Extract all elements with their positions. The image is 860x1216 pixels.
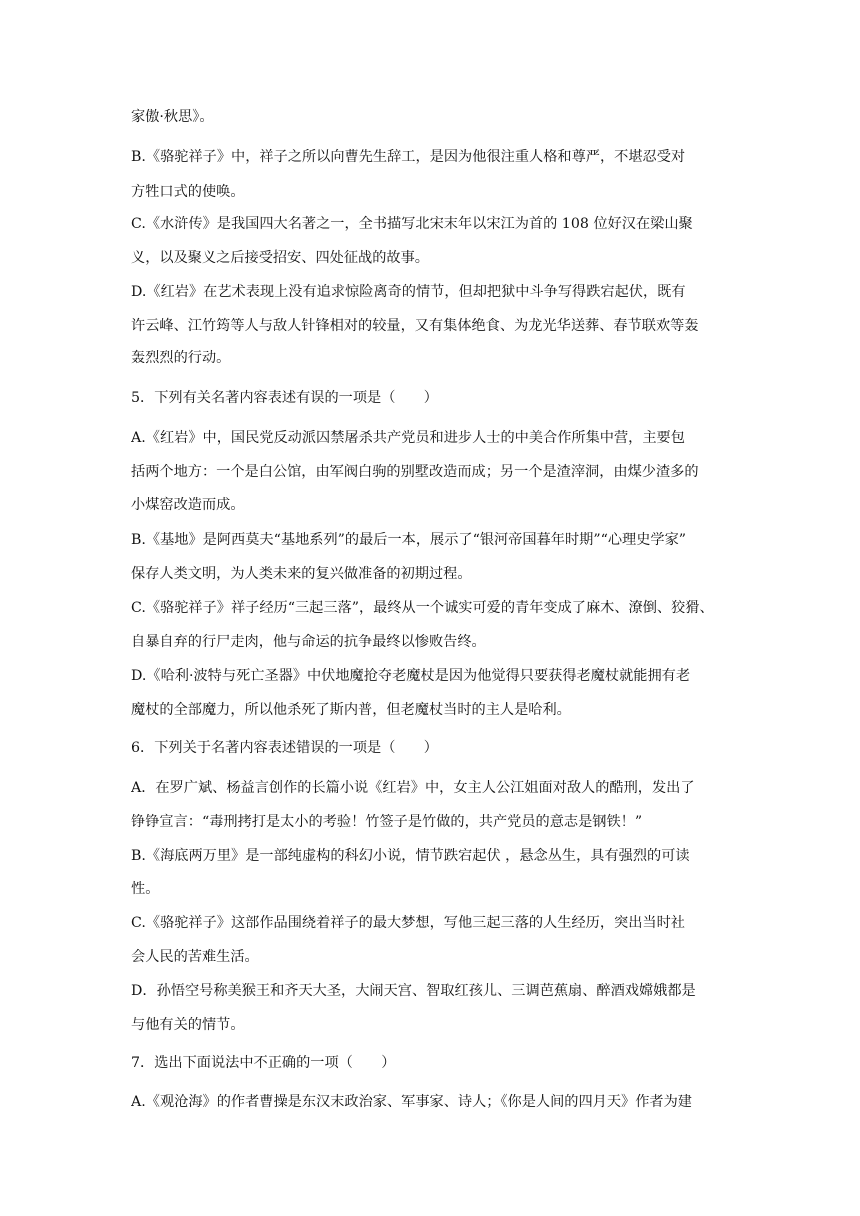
option-b-line: B.《骆驼祥子》中，祥子之所以向曹先生辞工，是因为他很注重人格和尊严，不堪忍受对 [131,149,686,165]
text-line: 义，以及聚义之后接受招安、四处征战的故事。 [131,250,429,266]
option-b-line: B.《基地》是阿西莫夫“基地系列”的最后一本，展示了“银河帝国暮年时期”“心理史学家” [131,532,687,548]
question-5-stem: 5．下列有关名著内容表述有误的一项是（ ） [131,390,438,406]
text-line: 会人民的苦难生活。 [131,949,259,965]
option-d-line: D.《红岩》在艺术表现上没有追求惊险离奇的情节，但却把狱中斗争写得跌宕起伏，既有 [131,284,686,300]
option-c-line: C.《水浒传》是我国四大名著之一，全书描写北宋末年以宋江为首的 108 位好汉在梁山聚 [131,216,693,232]
text-line: 许云峰、江竹筠等人与敌人针锋相对的较量，又有集体绝食、为龙光华送葬、春节联欢等轰 [131,318,699,334]
text-line: 家傲·秋思》。 [131,109,214,125]
option-a-line: A.《观沧海》的作者曹操是东汉末政治家、军事家、诗人；《你是人间的四月天》作者为建 [131,1094,692,1110]
text-line: 方牲口式的使唤。 [131,184,245,200]
option-d-line: D.《哈利·波特与死亡圣器》中伏地魔抢夺老魔杖是因为他觉得只要获得老魔杖就能拥有老 [131,668,691,684]
text-line: 自暴自弃的行尸走肉，他与命运的抗争最终以惨败告终。 [131,634,486,650]
question-6-stem: 6．下列关于名著内容表述错误的一项是（ ） [131,740,438,756]
text-line: 魔杖的全部魔力，所以他杀死了斯内普，但老魔杖当时的主人是哈利。 [131,702,571,718]
option-d-line: D．孙悟空号称美猴王和齐天大圣，大闹天宫、智取红孩儿、三调芭蕉扇、醉酒戏嫦娥都是 [131,983,696,999]
text-line: 括两个地方：一个是白公馆，由军阀白驹的别墅改造而成；另一个是渣滓洞，由煤少渣多的 [131,464,699,480]
text-line: 铮铮宣言：“毒刑拷打是太小的考验！竹签子是竹做的，共产党员的意志是钢铁！” [131,814,643,830]
option-c-line: C.《骆驼祥子》这部作品围绕着祥子的最大梦想，写他三起三落的人生经历，突出当时社 [131,915,685,931]
text-line: 性。 [131,881,160,897]
option-c-line: C.《骆驼祥子》祥子经历“三起三落”，最终从一个诚实可爱的青年变成了麻木、潦倒、狡猾、 [131,600,714,616]
option-a-line: A.《红岩》中，国民党反动派囚禁屠杀共产党员和进步人士的中美合作所集中营，主要包 [131,430,685,446]
option-b-line: B.《海底两万里》是一部纯虚构的科幻小说，情节跌宕起伏 ，悬念丛生，具有强烈的可读 [131,848,690,864]
text-line: 与他有关的情节。 [131,1017,245,1033]
text-line: 保存人类文明，为人类未来的复兴做准备的初期过程。 [131,566,472,582]
option-a-line: A．在罗广斌、杨益言创作的长篇小说《红岩》中，女主人公江姐面对敌人的酷刑，发出了 [131,780,695,796]
text-line: 轰烈烈的行动。 [131,350,231,366]
question-7-stem: 7．选出下面说法中不正确的一项（ ） [131,1055,396,1071]
text-line: 小煤窑改造而成。 [131,497,245,513]
